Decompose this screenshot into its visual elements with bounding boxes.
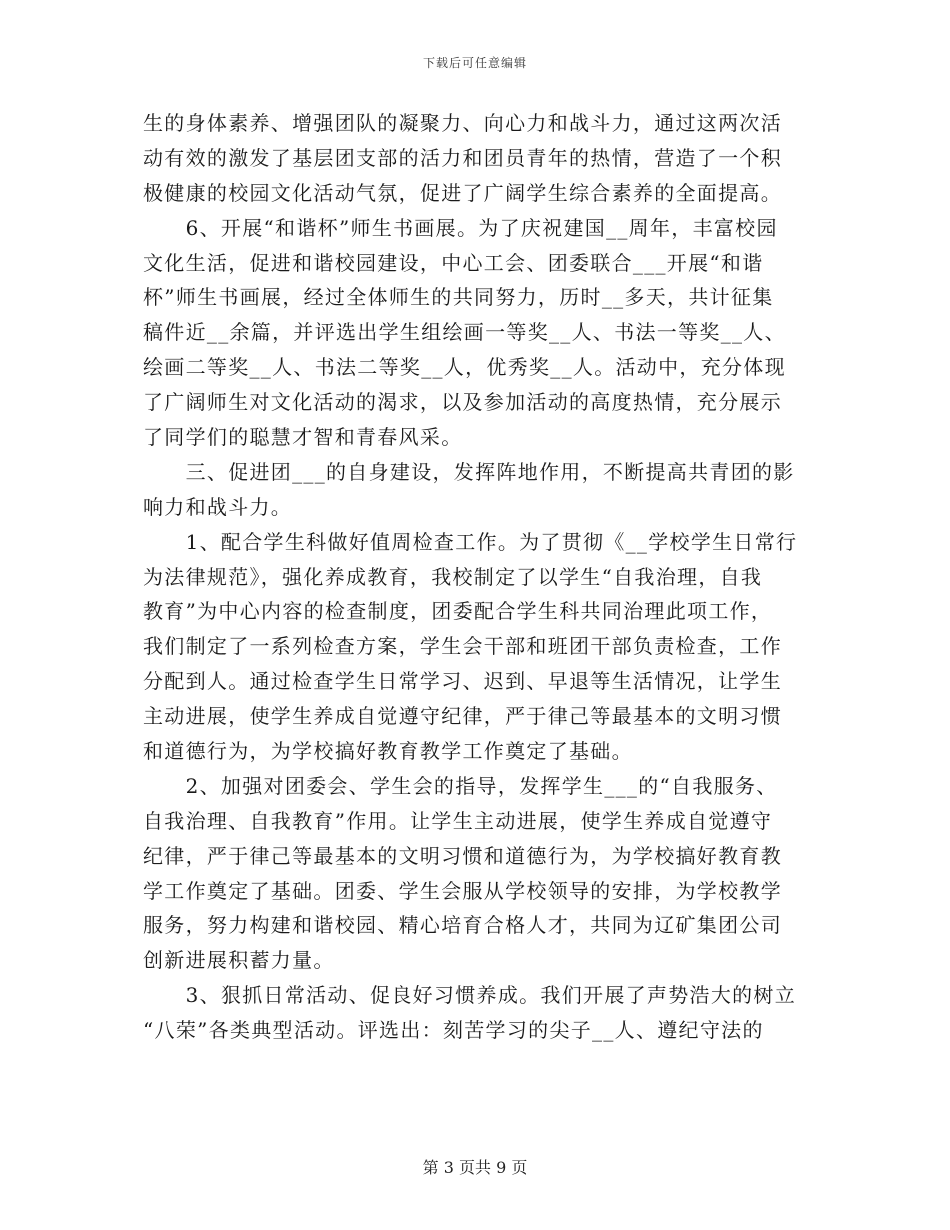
body-line: 主动进展，使学生养成自觉遵守纪律，严于律己等最基本的文明习惯 <box>143 704 782 729</box>
document-body <box>143 106 808 1048</box>
body-line: 1、配合学生科做好值周检查工作。为了贯彻《__学校学生日常行 <box>143 529 798 554</box>
body-line: 创新进展积蓄力量。 <box>143 948 335 973</box>
body-line: 生的身体素养、增强团队的凝聚力、向心力和战斗力，通过这两次活 <box>143 111 782 135</box>
body-line: 文化生活，促进和谐校园建设，中心工会、团委联合___开展“和谐 <box>143 250 764 275</box>
body-line: “八荣”各类典型活动。评选出：刻苦学习的尖子__人、遵纪守法的 <box>143 1018 764 1043</box>
page-number-footer: 第 3 页共 9 页 <box>422 1158 528 1177</box>
body-line: 绘画二等奖__人、书法二等奖__人，优秀奖__人。活动中，充分体现 <box>143 355 786 380</box>
body-line: 6、开展“和谐杯”师生书画展。为了庆祝建国__周年，丰富校园 <box>143 215 778 240</box>
body-line: 我们制定了一系列检查方案，学生会干部和班团干部负责检查，工作 <box>143 634 782 659</box>
section-heading-line: 三、促进团___的自身建设，发挥阵地作用，不断提高共青团的影 <box>143 459 795 484</box>
body-line: 3、狠抓日常活动、促良好习惯养成。我们开展了声势浩大的树立 <box>143 983 797 1008</box>
body-line: 稿件近__余篇，并评选出学生组绘画一等奖__人、书法一等奖__人、 <box>143 320 786 345</box>
body-line: 杯”师生书画展，经过全体师生的共同努力，历时__多天，共计征集 <box>143 285 774 310</box>
body-line: 2、加强对团委会、学生会的指导，发挥学生___的“自我服务、 <box>143 773 778 798</box>
section-heading-line: 响力和战斗力。 <box>143 494 293 519</box>
page-header-note: 下载后可任意编辑 <box>422 56 527 70</box>
body-line: 服务，努力构建和谐校园、精心培育合格人才，共同为辽矿集团公司 <box>143 913 782 938</box>
body-line: 了广阔师生对文化活动的渴求，以及参加活动的高度热情，充分展示 <box>143 390 782 415</box>
body-line: 动有效的激发了基层团支部的活力和团员青年的热情，营造了一个积 <box>143 145 782 170</box>
body-line: 学工作奠定了基础。团委、学生会服从学校领导的安排，为学校教学 <box>143 878 782 903</box>
body-line: 为法律规范》，强化养成教育，我校制定了以学生“自我治理，自我 <box>143 564 763 589</box>
body-line: 和道德行为，为学校搞好教育教学工作奠定了基础。 <box>143 739 633 764</box>
body-line: 极健康的校园文化活动气氛，促进了广阔学生综合素养的全面提高。 <box>143 180 782 205</box>
body-line: 纪律，严于律己等最基本的文明习惯和道德行为，为学校搞好教育教 <box>143 843 782 868</box>
body-line: 自我治理、自我教育”作用。让学生主动进展，使学生养成自觉遵守 <box>143 808 773 833</box>
body-line: 分配到人。通过检查学生日常学习、迟到、早退等生活情况，让学生 <box>143 669 782 694</box>
body-line: 了同学们的聪慧才智和青春风采。 <box>143 425 463 450</box>
body-line: 教育”为中心内容的检查制度，团委配合学生科共同治理此项工作， <box>143 599 773 624</box>
